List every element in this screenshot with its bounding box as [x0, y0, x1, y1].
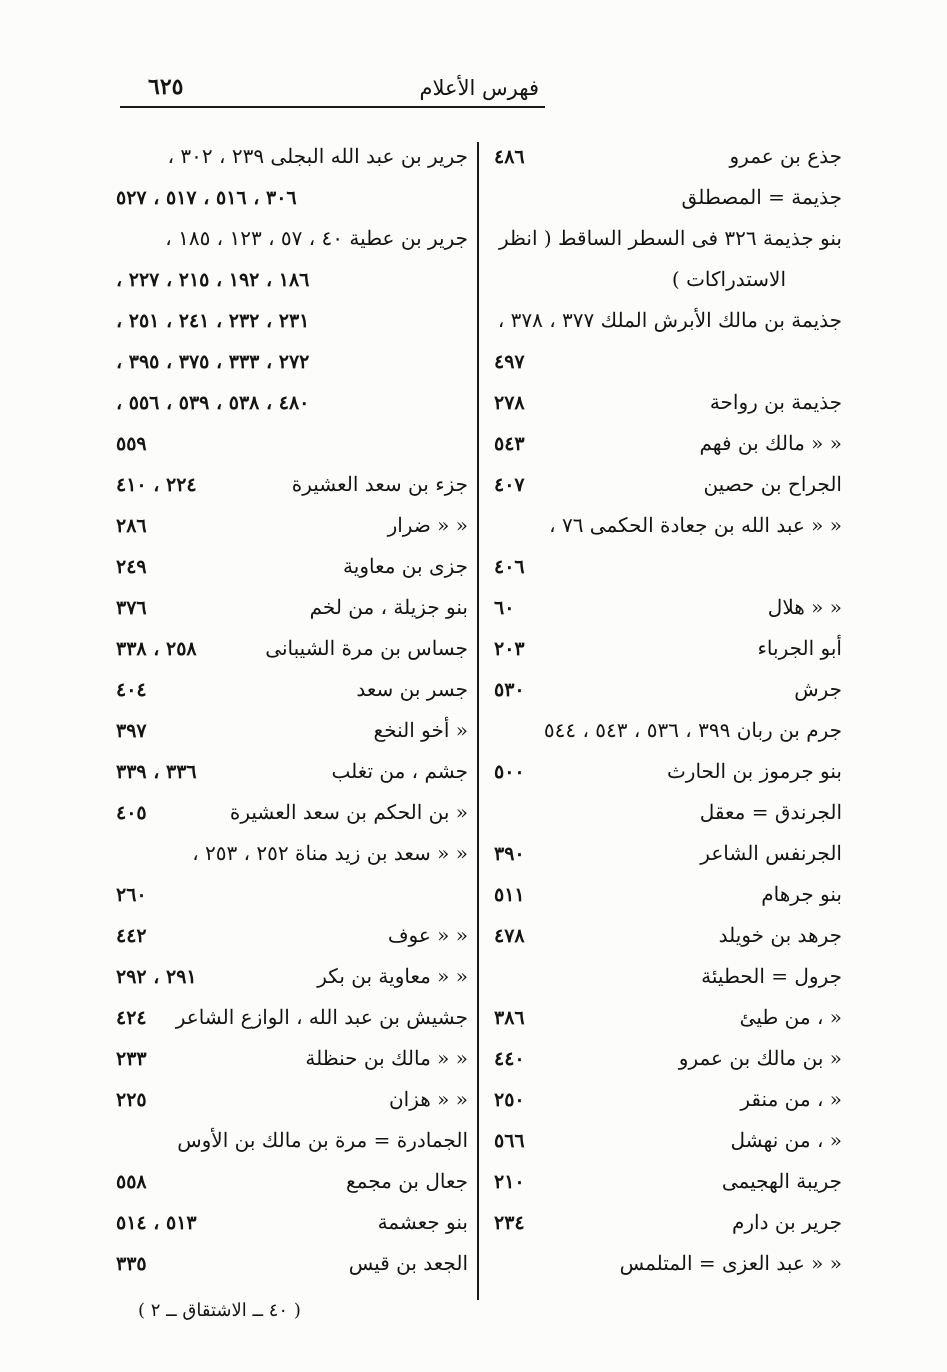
entry-pages: ٢٥٨ ، ٣٣٨ — [116, 638, 197, 660]
entry-pages: ٤٠٥ — [116, 802, 147, 824]
entry-pages: ٣٣٥ — [116, 1253, 147, 1275]
entry-text: « « سعد بن زيد مناة ٢٥٢ ، ٢٥٣ ، — [192, 841, 468, 865]
entry-continuation: ٢٣١ ، ٢٣٢ ، ٢٤١ ، ٢٥١ ، — [116, 310, 310, 332]
index-entry — [486, 1206, 846, 1247]
index-entry — [486, 1042, 846, 1083]
index-entry — [108, 345, 472, 386]
entry-name: جزء بن سعد العشيرة — [291, 472, 468, 496]
entry-name: جرول = الحطيئة — [701, 964, 842, 988]
entry-pages: ٤٤٢ — [116, 925, 147, 947]
entry-name: « « عبد العزى = المتلمس — [619, 1251, 842, 1275]
index-entry — [108, 796, 472, 837]
entry-pages: ٤٤٠ — [494, 1048, 525, 1070]
index-entry — [108, 1001, 472, 1042]
entry-name: جرم بن ربان ٣٩٩ ، ٥٣٦ ، ٥٤٣ ، ٥٤٤ — [543, 718, 842, 742]
entry-name: جسر بن سعد — [356, 677, 468, 701]
entry-name: جساس بن مرة الشيبانى — [265, 636, 468, 660]
entry-name: « « ضرار — [387, 513, 468, 537]
index-entry — [486, 181, 846, 222]
index-entry — [486, 960, 846, 1001]
entry-pages: ٥١١ — [494, 884, 525, 906]
index-entry — [108, 140, 472, 181]
entry-pages: ٥١٣ ، ٥١٤ — [116, 1212, 197, 1234]
entry-name: جذع بن عمرو — [729, 144, 842, 168]
index-entry — [486, 140, 846, 181]
index-entry — [486, 714, 846, 755]
entry-pages: ٤٢٤ — [116, 1007, 147, 1029]
entry-continuation: الاستدراكات ) — [671, 267, 786, 291]
entry-pages: ٥٦٦ — [494, 1130, 525, 1152]
index-entry — [486, 345, 846, 386]
index-entry — [108, 386, 472, 427]
index-entry — [486, 1247, 846, 1288]
entry-pages: ٢٦٠ — [116, 884, 147, 906]
entry-text: جرير بن عبد الله البجلى ٢٣٩ ، ٣٠٢ ، — [167, 144, 468, 168]
index-entry — [486, 632, 846, 673]
entry-name: بنو جعشمة — [377, 1210, 468, 1234]
entry-pages: ٥٠٠ — [494, 761, 525, 783]
index-entry — [108, 714, 472, 755]
running-header — [120, 72, 545, 108]
index-entry — [486, 427, 846, 468]
entry-pages: ٢٣٤ — [494, 1212, 525, 1234]
index-entry — [108, 263, 472, 304]
entry-name: « ، من طيئ — [739, 1005, 842, 1029]
index-entry — [486, 468, 846, 509]
index-entry — [486, 919, 846, 960]
entry-name: جرير بن دارم — [731, 1210, 842, 1234]
index-entry — [486, 755, 846, 796]
entry-pages: ٢٧٨ — [494, 392, 525, 414]
entry-pages: ٥٥٨ — [116, 1171, 147, 1193]
entry-pages: ٢٣٣ — [116, 1048, 147, 1070]
index-entry — [108, 222, 472, 263]
entry-pages: ٥٣٠ — [494, 679, 525, 701]
entry-name: « ، من نهشل — [730, 1128, 842, 1152]
entry-name: جريبة الهجيمى — [721, 1169, 842, 1193]
index-column-right — [486, 140, 846, 1300]
entry-name: بنو جزيلة ، من لخم — [309, 595, 468, 619]
entry-name: « أخو النخع — [373, 718, 468, 742]
entry-pages: ٣٩٧ — [116, 720, 147, 742]
entry-name: « « مالك بن فهم — [699, 431, 842, 455]
entry-pages: ٣٩٠ — [494, 843, 525, 865]
entry-pages: ٤٠٦ — [494, 556, 525, 578]
entry-pages: ٢٢٥ — [116, 1089, 147, 1111]
entry-pages: ٢٩١ ، ٢٩٢ — [116, 966, 197, 988]
entry-name: « « هلال — [767, 595, 842, 619]
entry-name: جرهد بن خويلد — [718, 923, 842, 947]
entry-name: « بن الحكم بن سعد العشيرة — [229, 800, 468, 824]
entry-text: « « عبد الله بن جعادة الحكمى ٧٦ ، — [549, 513, 842, 537]
entry-name: جعال بن مجمع — [346, 1169, 468, 1193]
index-entry — [108, 960, 472, 1001]
index-entry — [108, 550, 472, 591]
index-entry — [486, 796, 846, 837]
index-entry — [486, 878, 846, 919]
entry-name: جشم ، من تغلب — [331, 759, 468, 783]
entry-name: « بن مالك بن عمرو — [678, 1046, 842, 1070]
index-entry — [108, 632, 472, 673]
column-divider — [477, 142, 479, 1300]
entry-name: « « هزان — [388, 1087, 468, 1111]
index-entry — [108, 1247, 472, 1288]
index-entry — [108, 673, 472, 714]
index-entry — [486, 550, 846, 591]
entry-pages: ٣٧٦ — [116, 597, 147, 619]
index-entry — [108, 755, 472, 796]
index-entry — [108, 468, 472, 509]
entry-pages: ٢٥٠ — [494, 1089, 525, 1111]
entry-continuation: ٣٠٦ ، ٥١٦ ، ٥١٧ ، ٥٢٧ — [116, 187, 297, 209]
entry-continuation: ٤٨٠ ، ٥٣٨ ، ٥٣٩ ، ٥٥٦ ، — [116, 392, 310, 414]
index-entry — [486, 673, 846, 714]
index-entry — [108, 919, 472, 960]
entry-pages: ٤٧٨ — [494, 925, 525, 947]
entry-text: جرير بن عطية ٤٠ ، ٥٧ ، ١٢٣ ، ١٨٥ ، — [165, 226, 468, 250]
entry-name: « « مالك بن حنظلة — [305, 1046, 468, 1070]
entry-name: الجمادرة = مرة بن مالك بن الأوس — [177, 1128, 468, 1152]
entry-name: الجعد بن قيس — [348, 1251, 468, 1275]
index-entry — [486, 509, 846, 550]
entry-text: جذيمة بن مالك الأبرش الملك ٣٧٧ ، ٣٧٨ ، — [497, 308, 842, 332]
entry-name: جذيمة بن رواحة — [709, 390, 842, 414]
index-entry — [486, 386, 846, 427]
entry-pages: ٤٨٦ — [494, 146, 525, 168]
entry-name: « « معاوية بن بكر — [317, 964, 468, 988]
entry-name: الجراح بن حصين — [703, 472, 842, 496]
entry-continuation: ١٨٦ ، ١٩٢ ، ٢١٥ ، ٢٢٧ ، — [116, 269, 310, 291]
entry-name: بنو جرهام — [761, 882, 842, 906]
footer-signature: ( ٤٠ ــ الاشتقاق ــ ٢ ) — [138, 1300, 301, 1321]
entry-pages: ٥٤٣ — [494, 433, 525, 455]
index-entry — [486, 263, 846, 304]
index-entry — [486, 591, 846, 632]
entry-name: بنو جرموز بن الحارث — [666, 759, 842, 783]
index-entry — [486, 1083, 846, 1124]
index-entry — [486, 837, 846, 878]
index-entry — [108, 509, 472, 550]
index-entry — [108, 1124, 472, 1165]
entry-pages: ٢٤٩ — [116, 556, 147, 578]
entry-name: جذيمة = المصطلق — [681, 185, 842, 209]
entry-pages: ٢٠٣ — [494, 638, 525, 660]
index-entry — [108, 181, 472, 222]
entry-pages: ٤٠٧ — [494, 474, 525, 496]
index-entry — [108, 591, 472, 632]
entry-name: جشيش بن عبد الله ، الوازع الشاعر — [175, 1005, 468, 1029]
entry-pages: ٣٨٦ — [494, 1007, 525, 1029]
header-title: فهرس الأعلام — [419, 76, 539, 100]
entry-pages: ٥٥٩ — [116, 433, 147, 455]
index-entry — [108, 878, 472, 919]
entry-name: الجرندق = معقل — [699, 800, 842, 824]
entry-pages: ٣٣٦ ، ٣٣٩ — [116, 761, 197, 783]
entry-pages: ٦٠ — [494, 597, 515, 619]
index-entry — [108, 1042, 472, 1083]
entry-continuation: ٢٧٢ ، ٣٣٣ ، ٣٧٥ ، ٣٩٥ ، — [116, 351, 310, 373]
entry-pages: ٢٨٦ — [116, 515, 147, 537]
index-entry — [486, 1165, 846, 1206]
index-entry — [108, 837, 472, 878]
entry-name: أبو الجرباء — [757, 636, 842, 660]
index-entry — [108, 427, 472, 468]
index-entry — [486, 1124, 846, 1165]
entry-name: « « عوف — [387, 923, 468, 947]
index-entry — [486, 222, 846, 263]
page-number: ٦٢٥ — [148, 74, 184, 100]
entry-name: جزى بن معاوية — [343, 554, 468, 578]
index-entry — [486, 304, 846, 345]
entry-pages: ٢١٠ — [494, 1171, 525, 1193]
index-entry — [108, 1083, 472, 1124]
index-entry — [486, 1001, 846, 1042]
entry-name: جرش — [794, 677, 842, 701]
entry-pages: ٤٠٤ — [116, 679, 147, 701]
index-entry — [108, 1165, 472, 1206]
entry-text: بنو جذيمة ٣٢٦ فى السطر الساقط ( انظر — [498, 226, 842, 250]
index-entry — [108, 1206, 472, 1247]
index-entry — [108, 304, 472, 345]
entry-pages: ٢٢٤ ، ٤١٠ — [116, 474, 197, 496]
entry-pages: ٤٩٧ — [494, 351, 525, 373]
entry-name: الجرنفس الشاعر — [700, 841, 842, 865]
index-column-left — [108, 140, 472, 1300]
entry-name: « ، من منقر — [740, 1087, 842, 1111]
